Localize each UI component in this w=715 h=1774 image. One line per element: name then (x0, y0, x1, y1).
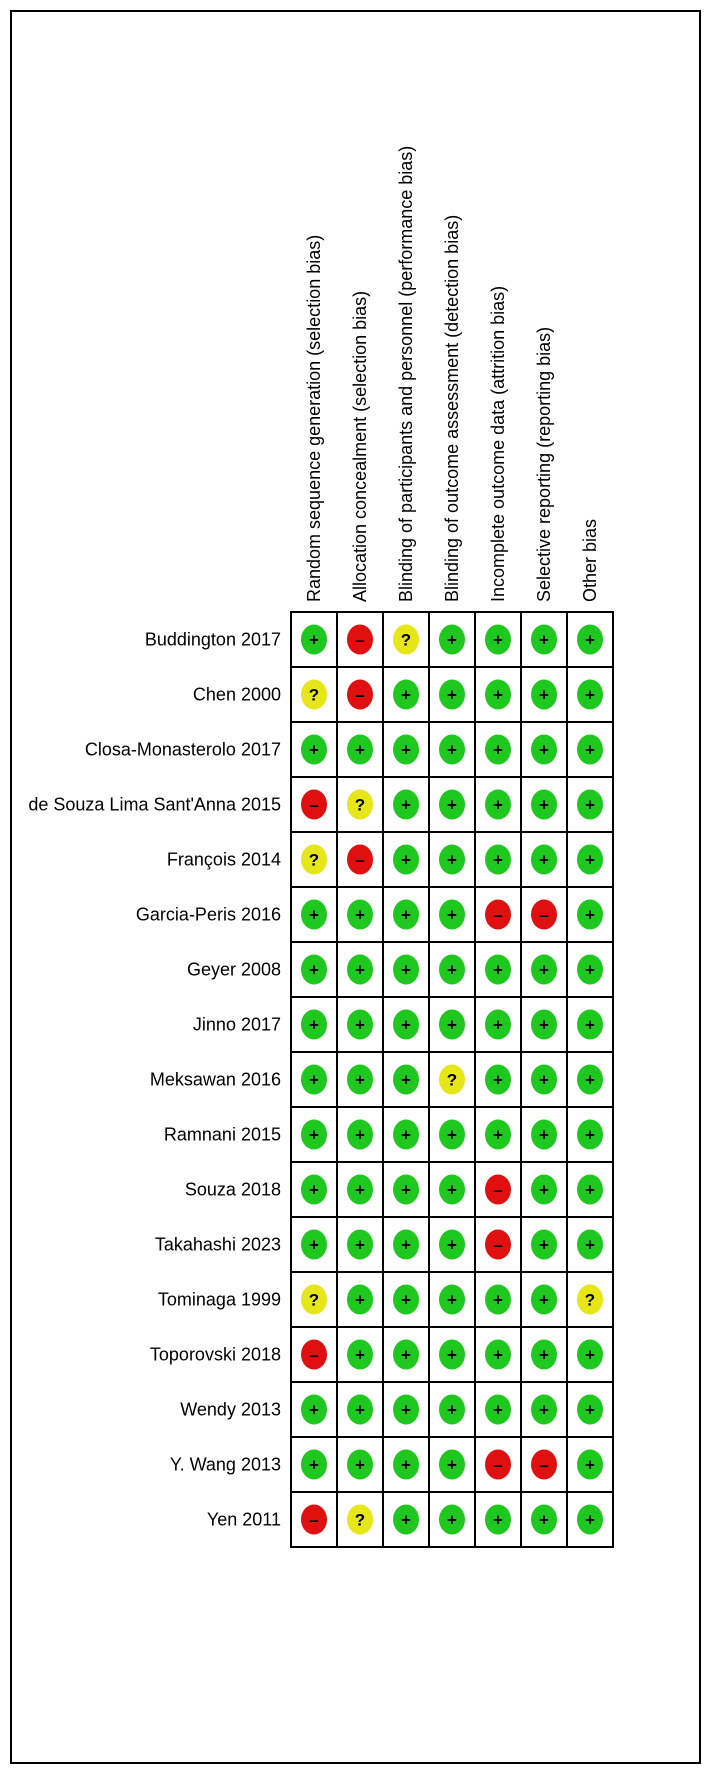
rating-symbol: + (447, 960, 457, 980)
study-labels (28, 630, 281, 1530)
rating-symbol: + (401, 1180, 411, 1200)
rating-symbol: + (401, 1455, 411, 1475)
rating-symbol: + (493, 1070, 503, 1090)
study-label: Tominaga 1999 (157, 1289, 281, 1310)
rating-symbol: + (401, 1510, 411, 1530)
rating-symbol: + (309, 630, 319, 650)
rating-symbol: – (309, 1510, 319, 1530)
rating-symbol: + (493, 1510, 503, 1530)
rating-symbol: + (309, 960, 319, 980)
rating-symbol: + (539, 1290, 549, 1310)
rating-symbol: + (355, 1290, 365, 1310)
rating-symbol: – (355, 685, 365, 705)
rating-symbol: + (539, 685, 549, 705)
rating-symbol: + (309, 1235, 319, 1255)
rating-symbol: + (401, 1290, 411, 1310)
risk-of-bias-grid (12, 12, 703, 1766)
rating-symbol: + (355, 960, 365, 980)
rating-symbol: + (401, 795, 411, 815)
rating-symbol: + (447, 850, 457, 870)
rating-symbol: + (585, 795, 595, 815)
rating-symbol: + (539, 1345, 549, 1365)
risk-of-bias-figure (10, 10, 701, 1764)
rating-symbol: + (447, 1400, 457, 1420)
domain-header: Blinding of outcome assessment (detection bias) (442, 214, 462, 602)
rating-symbol: + (355, 1015, 365, 1035)
domain-header: Selective reporting (reporting bias) (534, 326, 554, 602)
rating-symbol: + (309, 740, 319, 760)
study-label: Souza 2018 (184, 1179, 281, 1200)
rating-symbol: + (539, 630, 549, 650)
rating-symbol: + (585, 1125, 595, 1145)
domain-header: Incomplete outcome data (attrition bias) (488, 285, 508, 602)
rating-symbol: + (493, 685, 503, 705)
rating-symbol: – (355, 850, 365, 870)
rating-symbol: + (585, 1180, 595, 1200)
rating-symbol: – (355, 630, 365, 650)
rating-symbol: – (493, 905, 503, 925)
study-label: Closa-Monasterolo 2017 (84, 739, 281, 760)
rating-symbol: + (585, 1455, 595, 1475)
rating-symbol: + (355, 1345, 365, 1365)
rating-symbol: + (539, 1510, 549, 1530)
rating-symbol: + (401, 1345, 411, 1365)
rating-symbol: ? (308, 1290, 320, 1310)
rating-symbol: ? (354, 1510, 366, 1530)
study-label: Buddington 2017 (144, 629, 281, 650)
rating-symbol: + (401, 1015, 411, 1035)
rating-symbol: + (539, 1235, 549, 1255)
rating-symbol: + (309, 1180, 319, 1200)
rating-symbol: + (539, 1070, 549, 1090)
rating-grid (291, 612, 613, 1547)
rating-symbol: + (355, 1070, 365, 1090)
rating-symbol: + (355, 1400, 365, 1420)
rating-symbol: + (585, 740, 595, 760)
rating-symbol: + (539, 1015, 549, 1035)
rating-symbol: ? (308, 685, 320, 705)
rating-symbol: + (585, 1345, 595, 1365)
rating-symbol: + (447, 1290, 457, 1310)
rating-symbol: – (493, 1180, 503, 1200)
rating-symbol: + (493, 850, 503, 870)
study-label: Y. Wang 2013 (169, 1454, 281, 1475)
rating-symbol: + (493, 795, 503, 815)
rating-symbol: + (493, 1290, 503, 1310)
rating-symbol: + (447, 1125, 457, 1145)
rating-symbol: + (539, 1400, 549, 1420)
rating-symbol: + (539, 1180, 549, 1200)
study-label: Geyer 2008 (186, 959, 281, 980)
study-label: Toporovski 2018 (149, 1344, 281, 1365)
study-label: Wendy 2013 (180, 1399, 281, 1420)
rating-symbol: + (585, 1070, 595, 1090)
study-label: Chen 2000 (192, 684, 281, 705)
rating-symbol: + (539, 1125, 549, 1145)
rating-symbol: + (585, 1400, 595, 1420)
rating-symbol: + (355, 1180, 365, 1200)
rating-symbol: + (355, 905, 365, 925)
rating-symbol: + (493, 1345, 503, 1365)
rating-symbol: + (309, 1015, 319, 1035)
study-label: François 2014 (166, 849, 281, 870)
rating-symbol: + (401, 1070, 411, 1090)
rating-symbol: + (447, 1510, 457, 1530)
study-label: Jinno 2017 (192, 1014, 281, 1035)
rating-symbol: + (447, 1015, 457, 1035)
domain-header: Blinding of participants and personnel (performance bias) (396, 145, 416, 602)
rating-symbol: + (401, 905, 411, 925)
rating-symbol: + (447, 905, 457, 925)
study-label: Yen 2011 (206, 1509, 281, 1530)
rating-symbol: + (401, 1125, 411, 1145)
rating-symbol: + (493, 1125, 503, 1145)
rating-symbol: + (585, 1015, 595, 1035)
study-label: Ramnani 2015 (163, 1124, 281, 1145)
study-label: Meksawan 2016 (149, 1069, 281, 1090)
rating-symbol: + (401, 960, 411, 980)
rating-symbol: + (585, 685, 595, 705)
rating-symbol: + (447, 630, 457, 650)
rating-symbol: + (401, 850, 411, 870)
rating-symbol: ? (354, 795, 366, 815)
rating-symbol: + (447, 740, 457, 760)
rating-symbol: + (447, 795, 457, 815)
rating-symbol: + (493, 1400, 503, 1420)
rating-symbol: ? (308, 850, 320, 870)
rating-symbol: + (493, 630, 503, 650)
domain-header: Allocation concealment (selection bias) (350, 290, 370, 602)
rating-symbol: + (447, 685, 457, 705)
study-label: de Souza Lima Sant'Anna 2015 (28, 794, 281, 815)
rating-symbol: ? (584, 1290, 596, 1310)
rating-symbol: + (585, 905, 595, 925)
rating-symbol: + (539, 740, 549, 760)
rating-symbol: + (401, 740, 411, 760)
rating-symbol: + (585, 1235, 595, 1255)
rating-symbol: + (355, 740, 365, 760)
rating-symbol: + (493, 740, 503, 760)
rating-symbol: ? (446, 1070, 458, 1090)
rating-symbol: + (309, 1400, 319, 1420)
rating-symbol: + (309, 905, 319, 925)
rating-symbol: + (585, 850, 595, 870)
rating-symbol: ? (400, 630, 412, 650)
study-label: Garcia-Peris 2016 (135, 904, 281, 925)
rating-symbol: – (493, 1455, 503, 1475)
rating-symbol: + (585, 630, 595, 650)
rating-symbol: + (309, 1125, 319, 1145)
rating-symbol: + (309, 1455, 319, 1475)
rating-symbol: + (309, 1070, 319, 1090)
rating-symbol: + (539, 850, 549, 870)
domain-header: Random sequence generation (selection bias) (304, 234, 324, 602)
rating-symbol: + (447, 1235, 457, 1255)
rating-symbol: + (401, 1400, 411, 1420)
rating-symbol: – (539, 1455, 549, 1475)
rating-symbol: + (539, 960, 549, 980)
rating-symbol: + (585, 960, 595, 980)
study-label: Takahashi 2023 (154, 1234, 281, 1255)
rating-symbol: – (493, 1235, 503, 1255)
rating-symbol: + (355, 1125, 365, 1145)
rating-symbol: + (493, 1015, 503, 1035)
rating-symbol: + (447, 1345, 457, 1365)
rating-symbol: + (355, 1235, 365, 1255)
rating-symbol: + (401, 685, 411, 705)
rating-symbol: – (539, 905, 549, 925)
rating-symbol: + (401, 1235, 411, 1255)
rating-symbol: + (447, 1180, 457, 1200)
rating-symbol: + (493, 960, 503, 980)
rating-symbol: – (309, 795, 319, 815)
domain-header: Other bias (580, 518, 600, 602)
rating-symbol: + (447, 1455, 457, 1475)
rating-symbol: + (539, 795, 549, 815)
rating-symbol: + (355, 1455, 365, 1475)
domain-headers (304, 146, 600, 602)
rating-symbol: – (309, 1345, 319, 1365)
rating-symbol: + (585, 1510, 595, 1530)
